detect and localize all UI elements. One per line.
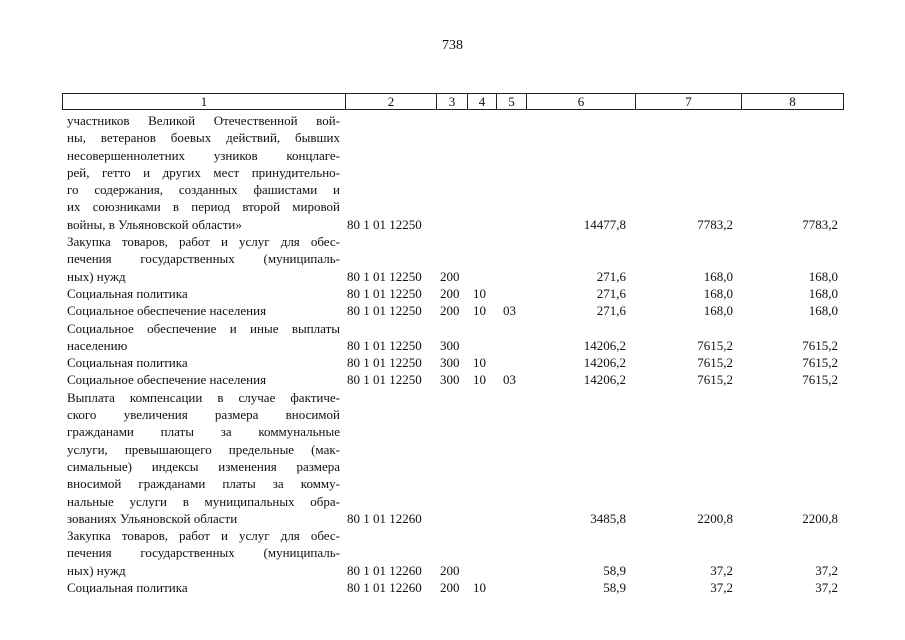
description-line: зованиях Ульяновской области: [67, 510, 238, 526]
table-header: [62, 93, 844, 110]
description-line: участников Великой Отечественной вой-: [67, 113, 340, 128]
description-line: симальные) индексы изменения размера: [67, 458, 340, 474]
amount-col-7: 37,2: [710, 562, 733, 578]
row-values: [0, 337, 905, 354]
amount-col-7: 7783,2: [697, 216, 733, 232]
amount-col-6: 58,9: [603, 562, 626, 578]
amount-col-7: 168,0: [703, 303, 733, 319]
description-line: печения государственных (муниципаль-: [67, 251, 340, 267]
description-line: их союзниками в период второй мировой: [67, 199, 340, 215]
amount-col-7: 2200,8: [697, 510, 733, 526]
description-line: Социальная политика: [67, 355, 188, 371]
section: 10: [473, 372, 486, 388]
section: 10: [473, 303, 486, 319]
description-line: нальные услуги в муниципальных обра-: [67, 493, 340, 509]
amount-col-8: 37,2: [815, 562, 838, 578]
expense-type: 300: [440, 337, 460, 353]
expense-type: 200: [440, 268, 460, 284]
description-line: Социальное обеспечение населения: [67, 372, 267, 388]
amount-col-8: 37,2: [815, 580, 838, 596]
expense-type: 200: [440, 303, 460, 319]
amount-col-6: 271,6: [596, 303, 626, 319]
row-description: [67, 389, 340, 527]
budget-code: 80 1 01 12250: [347, 216, 422, 232]
header-col-3: 3: [436, 94, 467, 109]
amount-col-8: 7615,2: [802, 337, 838, 353]
row-values: [0, 371, 905, 388]
amount-col-7: 7615,2: [697, 355, 733, 371]
row-values: [0, 510, 905, 527]
amount-col-8: 168,0: [808, 303, 838, 319]
amount-col-7: 168,0: [703, 268, 733, 284]
table-row: [0, 579, 905, 596]
amount-col-6: 14477,8: [583, 216, 626, 232]
expense-type: 200: [440, 285, 460, 301]
table-body: [0, 112, 905, 596]
budget-code: 80 1 01 12260: [347, 510, 422, 526]
amount-col-8: 7783,2: [802, 216, 838, 232]
amount-col-6: 58,9: [603, 580, 626, 596]
section: 10: [473, 355, 486, 371]
amount-col-6: 3485,8: [590, 510, 626, 526]
table-row: [0, 302, 905, 319]
amount-col-7: 168,0: [703, 285, 733, 301]
amount-col-8: 7615,2: [802, 372, 838, 388]
expense-type: 200: [440, 562, 460, 578]
header-col-5: 5: [496, 94, 526, 109]
row-values: [0, 562, 905, 579]
amount-col-6: 14206,2: [583, 337, 626, 353]
description-line: Социальное обеспечение и иные выплаты: [67, 320, 340, 336]
row-values: [0, 579, 905, 596]
header-col-1: 1: [200, 94, 208, 109]
amount-col-6: 14206,2: [583, 372, 626, 388]
description-line: вносимой гражданами платы за комму-: [67, 476, 340, 492]
table-row: [0, 320, 905, 355]
section: 10: [473, 580, 486, 596]
header-col-4: 4: [467, 94, 496, 109]
description-line: го содержания, созданных фашистами и: [67, 182, 340, 198]
description-line: печения государственных (муниципаль-: [67, 545, 340, 561]
description-line: ных) нужд: [67, 562, 126, 578]
header-col-7: 7: [635, 94, 741, 109]
description-line: Социальная политика: [67, 580, 188, 596]
description-line: Социальное обеспечение населения: [67, 303, 267, 319]
amount-col-8: 7615,2: [802, 355, 838, 371]
amount-col-6: 271,6: [596, 268, 626, 284]
description-line: войны, в Ульяновской области»: [67, 216, 242, 232]
description-line: ны, ветеранов боевых действий, бывших: [67, 130, 340, 146]
description-line: гражданами платы за коммунальные: [67, 424, 340, 440]
row-values: [0, 216, 905, 233]
amount-col-6: 271,6: [596, 285, 626, 301]
description-line: услуги, превышающего предельные (мак-: [67, 441, 340, 457]
section: 10: [473, 285, 486, 301]
description-line: рей, гетто и других мест принудительно-: [67, 164, 340, 180]
amount-col-8: 168,0: [808, 285, 838, 301]
amount-col-7: 7615,2: [697, 337, 733, 353]
description-line: Закупка товаров, работ и услуг для обес-: [67, 528, 340, 544]
amount-col-8: 2200,8: [802, 510, 838, 526]
amount-col-6: 14206,2: [583, 355, 626, 371]
description-line: несовершеннолетних узников концлаге-: [67, 147, 340, 163]
table-row: [0, 389, 905, 527]
amount-col-7: 37,2: [710, 580, 733, 596]
header-col-8: 8: [741, 94, 843, 109]
description-line: Социальная политика: [67, 285, 188, 301]
budget-code: 80 1 01 12250: [347, 303, 422, 319]
table-row: [0, 285, 905, 302]
budget-code: 80 1 01 12250: [347, 268, 422, 284]
row-values: [0, 302, 905, 319]
expense-type: 300: [440, 355, 460, 371]
budget-code: 80 1 01 12250: [347, 285, 422, 301]
budget-code: 80 1 01 12250: [347, 337, 422, 353]
row-values: [0, 268, 905, 285]
table-row: [0, 233, 905, 285]
description-line: населению: [67, 337, 128, 353]
budget-code: 80 1 01 12260: [347, 580, 422, 596]
budget-code: 80 1 01 12260: [347, 562, 422, 578]
subsection: 03: [503, 372, 516, 388]
amount-col-7: 7615,2: [697, 372, 733, 388]
header-col-2: 2: [345, 94, 436, 109]
description-line: ского увеличения размера вносимой: [67, 407, 340, 423]
header-col-6: 6: [526, 94, 635, 109]
table-row: [0, 371, 905, 388]
subsection: 03: [503, 303, 516, 319]
budget-code: 80 1 01 12250: [347, 372, 422, 388]
page-number: 738: [442, 38, 463, 53]
description-line: Выплата компенсации в случае фактиче-: [67, 389, 340, 405]
budget-code: 80 1 01 12250: [347, 355, 422, 371]
expense-type: 200: [440, 580, 460, 596]
amount-col-8: 168,0: [808, 268, 838, 284]
table-row: [0, 112, 905, 233]
table-row: [0, 354, 905, 371]
expense-type: 300: [440, 372, 460, 388]
row-values: [0, 354, 905, 371]
table-row: [0, 527, 905, 579]
description-line: ных) нужд: [67, 268, 126, 284]
row-values: [0, 285, 905, 302]
description-line: Закупка товаров, работ и услуг для обес-: [67, 234, 340, 250]
